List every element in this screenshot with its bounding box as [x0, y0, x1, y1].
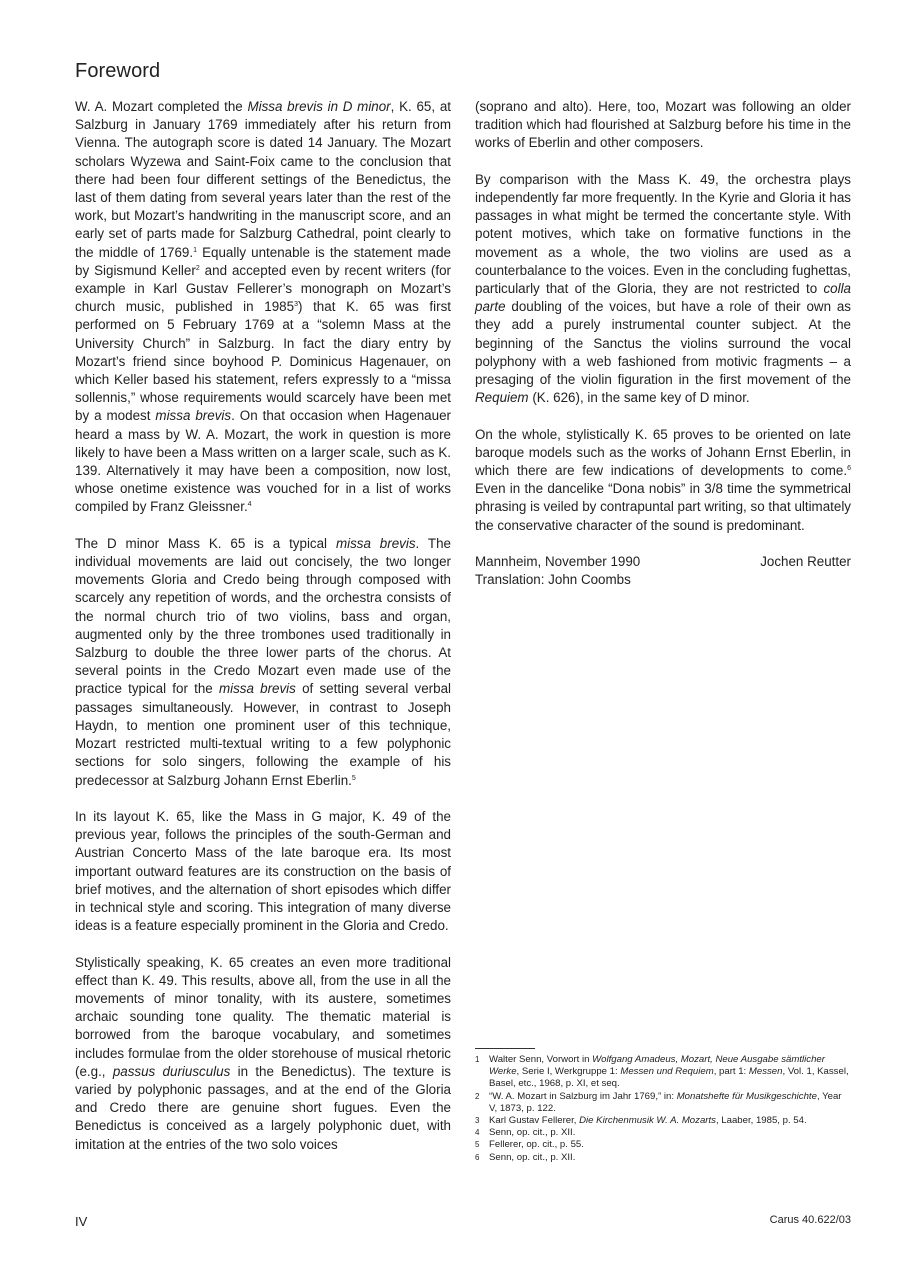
- footnote: [475, 1139, 851, 1151]
- italic-text: Wolfgang Amadeus, Mozart, Neue Ausgabe sämtlicher Werke: [489, 1054, 825, 1078]
- translator-credit: Translation: John Coombs: [475, 572, 631, 588]
- paragraph: By comparison with the Mass K. 49, the orchestra plays independently far more frequently. In the Kyrie and Gloria it has passages in what might be termed the concertante style. With potent motives, which take on formative functions in the movement as a whole, the two violins are used as a counterbalance to the voices. Even in the concluding fughettas, particularly that of the Gloria, they are not restricted to colla parte doubling of the voices, but have a role of their own as they add a purely instrumental counter subject. At the beginning of the Sanctus the violins surround the vocal polyphony with a web fashioned from motivic fragments – a presaging of the violin figuration in the first movement of the Requiem (K. 626), in the same key of D minor.: [475, 171, 851, 406]
- page-title: Foreword: [75, 60, 161, 82]
- paragraph: On the whole, stylistically K. 65 proves to be oriented on late baroque models such as the works of Johann Ernst Eberlin, in which there are few indications of developments to come.$^6$ Even in the dancelike “Dona nobis” in 3/8 time the symmetrical phrasing is veiled by contrapuntal part writing, so that ultimately the conservative character of the sound is predominant.: [475, 426, 851, 533]
- footnote-text: Fellerer, op. cit., p. 55.: [489, 1139, 584, 1151]
- italic-text: Die Kirchenmusik W. A. Mozarts: [579, 1115, 716, 1127]
- author-name: Jochen Reutter: [760, 554, 851, 570]
- footnote-ref: 3: [294, 301, 298, 309]
- footnote-ref: 5: [351, 774, 356, 782]
- footnote: [475, 1091, 851, 1115]
- footnote-ref: 1: [193, 246, 197, 254]
- footnote-text: Walter Senn, Vorwort in Wolfgang Amadeus, Mozart, Neue Ausgabe sämtlicher Werke, Serie I, Werkgruppe 1: Messen und Requiem, part 1: Messen, Vol. 1, Kassel, Basel, etc., 1968, p. XI, et seq.: [489, 1054, 849, 1090]
- footnote: [475, 1054, 851, 1091]
- footnote: [475, 1127, 851, 1139]
- paragraph: In its layout K. 65, like the Mass in G major, K. 49 of the previous year, follows the principles of the south-German and Austrian Concerto Mass of the late baroque era. Its most important outward features are its construction on the basis of brief motives, and the alternation of short episodes which differ in technical style and scoring. This integration of many diverse ideas is a feature especially prominent in the Gloria and Credo.: [75, 808, 451, 934]
- italic-text: colla parte: [475, 281, 851, 315]
- italic-text: Requiem: [475, 390, 529, 406]
- paragraph: W. A. Mozart completed the Missa brevis in D minor, K. 65, at Salzburg in January 1769 immediately after his return from Vienna. The autograph score is dated 14 January. The Mozart scholars Wyzewa and Saint-Foix came to the conclusion that there had been four different settings of the Benedictus, the last of them dating from several years later than the rest of the work, but Mozart’s handwriting in the manuscript score, and an early set of parts made for Salzburg Cathedral, point clearly to the middle of 1769.$^1$ Equally untenable is the statement made by Sigismund Keller$^2$ and accepted even by recent writers (for example in Karl Gustav Fellerer’s monograph on Mozart’s church music, published in 1985$^3$) that K. 65 was first performed on 5 February 1769 at a “solemn Mass at the University Church” in Salzburg. In fact the diary entry by Mozart’s friend since boyhood P. Dominicus Hagenauer, on which Keller based his statement, refers expressly to a “missa sollennis,” whose requirements would scarcely have been met by a modest missa brevis. On that occasion when Hagenauer heard a mass by W. A. Mozart, the work in question is more likely to have been a Mass written on a larger scale, such as K. 139. Alternatively it may have been a composition, now lost, whose onetime existence was vouched for in a list of works compiled by Franz Gleissner.$^4$: [75, 99, 451, 515]
- italic-text: missa brevis: [218, 681, 296, 697]
- footnote-ref: 4: [247, 501, 252, 509]
- right-column: [475, 98, 851, 589]
- footnote-number: 4: [475, 1128, 480, 1138]
- catalog-number: Carus 40.622/03: [769, 1214, 851, 1226]
- paragraph: The D minor Mass K. 65 is a typical missa brevis. The individual movements are laid out concisely, the two longer movements Gloria and Credo being through composed with scarcely any repetition of words, and the orchestra consists of the normal church trio of two violins, bass and organ, augmented only by the three trombones used traditionally in Salzburg to double the three lower parts of the chorus. At several points in the Credo Mozart even made use of the practice typical for the missa brevis of setting several verbal passages simultaneously. However, in contrast to Joseph Haydn, to mention one prominent user of this technique, Mozart restricted multi-textual writing to a few polyphonic sections for solo singers, following the example of his predecessor at Salzburg Johann Ernst Eberlin.$^5$: [75, 535, 451, 788]
- footnote-number: 1: [475, 1055, 480, 1064]
- italic-text: passus duriusculus: [112, 1063, 231, 1079]
- footnotes: [475, 1048, 851, 1164]
- italic-text: Monatshefte für Musikgeschichte: [676, 1090, 817, 1102]
- footnote: [475, 1152, 851, 1164]
- footnote-ref: 2: [195, 264, 200, 272]
- place-date: Mannheim, November 1990: [475, 554, 641, 570]
- paragraph: Stylistically speaking, K. 65 creates an even more traditional effect than K. 49. This results, above all, from the use in all the movements of minor tonality, with its austere, sometimes archaic sounding tone quality. The thematic material is borrowed from the baroque vocabulary, and sometimes includes formulae from the older storehouse of musical rhetoric (e.g., passus duriusculus in the Benedictus). The texture is varied by polyphonic passages, and at the end of the Gloria and Credo there are genuine short fugues. Even the Benedictus is conceived as a largely polyphonic duet, with imitation at the entries of the two solo voices: [75, 954, 451, 1152]
- footnote-text: “W. A. Mozart in Salzburg im Jahr 1769,” in: Monatshefte für Musikgeschichte, Year V, 1873, p. 122.: [489, 1090, 842, 1114]
- footnote-text: Senn, op. cit., p. XII.: [489, 1127, 576, 1139]
- footnote-number: 5: [475, 1140, 480, 1150]
- italic-text: missa brevis: [335, 535, 416, 551]
- footnote-text: Karl Gustav Fellerer, Die Kirchenmusik W. A. Mozarts, Laaber, 1985, p. 54.: [489, 1115, 807, 1127]
- italic-text: Missa brevis in D minor: [247, 99, 391, 114]
- footnote-number: 6: [475, 1152, 480, 1162]
- footnote-list: [475, 1054, 851, 1164]
- italic-text: missa brevis: [155, 408, 232, 424]
- paragraph: (soprano and alto). Here, too, Mozart was following an older tradition which had flourished at Salzburg before his time in the works of Eberlin and other composers.: [475, 99, 851, 151]
- left-column: [75, 98, 451, 1172]
- signature-line: [475, 553, 851, 571]
- footnote: [475, 1115, 851, 1127]
- footnote-rule: [475, 1048, 535, 1049]
- italic-text: Messen: [748, 1066, 783, 1078]
- footnote-ref: 6: [847, 465, 851, 473]
- footnote-number: 3: [475, 1116, 480, 1126]
- italic-text: Messen und Requiem: [620, 1066, 714, 1078]
- footnote-number: 2: [475, 1091, 480, 1101]
- page-number: IV: [75, 1214, 88, 1229]
- footnote-text: Senn, op. cit., p. XII.: [489, 1151, 576, 1163]
